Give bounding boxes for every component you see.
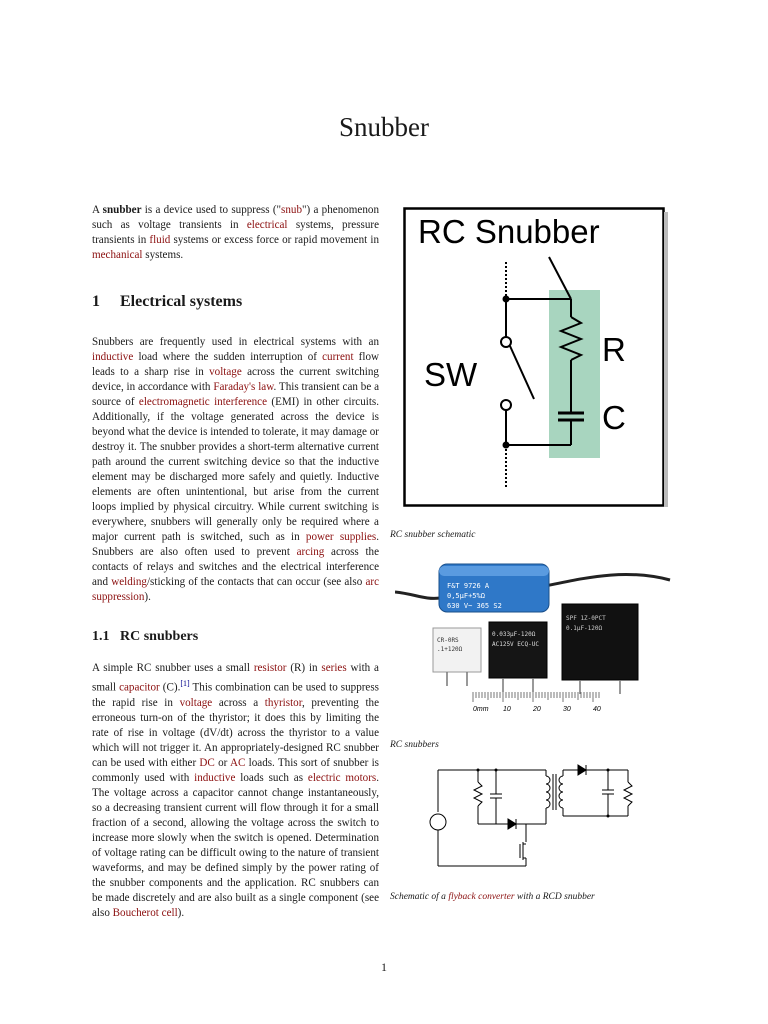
blue-capacitor-highlight <box>439 566 549 576</box>
photo-caption: RC snubbers <box>390 740 439 750</box>
rcd-resistor <box>474 782 482 806</box>
flyback-schematic-figure <box>428 762 638 874</box>
blue-capacitor-text-3: 630 V~ 365 S2 <box>447 602 502 610</box>
schematic-shadow <box>664 212 668 507</box>
black-snubber-large-text-1: SPF 1Z-0PCT <box>566 615 606 622</box>
node-rcd-top <box>477 769 480 772</box>
ruler-label-30: 30 <box>563 706 571 713</box>
snubber-highlight <box>549 290 600 458</box>
section-heading-electrical-systems: 1 Electrical systems <box>92 293 243 310</box>
electrical-systems-paragraph: Snubbers are frequently used in electrical systems with an inductive load where the sudden interruption of current flow leads to a sharp rise in voltage across the current switching device, in accordance with Faraday's law. This transient can be a source of electromagnetic interference (EMI) in other circuits. Additionally, if the voltage generated across the device is beyond what the device is intended to tolerate, it may damage or destroy it. The snubber provides a short-term alternative current path around the current switching device so that the inductive element may be discharged more safely and quietly. Inductive elements are often unintentional, but arise from the current loops implied by physical circuitry. While current switching is everywhere, snubbers will generally only be required where a major current path is switched, such as in power supplies. Snubbers are also often used to prevent arcing across the contacts of relays and switches and the electrical interference and welding/sticking of the contacts that can occur (see also arc suppression). <box>92 336 380 603</box>
switch-contact-bottom <box>501 400 511 410</box>
rc-snubbers-photo <box>395 558 675 718</box>
link-electrical[interactable]: electrical <box>246 219 288 231</box>
ruler-label-40: 40 <box>593 706 601 713</box>
rcd-diode <box>508 819 516 829</box>
ruler-label-10: 10 <box>503 706 511 713</box>
white-snubber-text-1: CR-0RS <box>437 637 459 644</box>
load-resistor <box>624 782 632 806</box>
link-inductive-2[interactable]: inductive <box>194 771 236 784</box>
link-welding[interactable]: welding <box>111 576 147 588</box>
ruler-label-20: 20 <box>533 706 541 713</box>
link-emi[interactable]: electromagnetic interference <box>138 396 268 408</box>
voltage-source <box>430 814 446 830</box>
link-thyristor[interactable]: thyristor <box>264 696 302 709</box>
flyback-caption: Schematic of a flyback converter with a RCD snubber <box>390 892 595 902</box>
black-snubber-small-text-1: 0.033μF-120Ω <box>492 631 536 638</box>
link-dc[interactable]: DC <box>199 756 215 769</box>
ruler-label-0: 0mm <box>473 706 489 713</box>
link-boucherot-cell[interactable]: Boucherot cell <box>112 906 178 919</box>
link-flyback-converter[interactable]: flyback converter <box>448 892 515 902</box>
section-heading-rc-snubbers: 1.1 RC snubbers <box>92 629 199 644</box>
rc-snubber-schematic-figure <box>403 207 669 513</box>
lead-wire-left <box>395 592 440 598</box>
switch-contact-top <box>501 337 511 347</box>
link-inductive[interactable]: inductive <box>92 351 134 363</box>
resistor-label: R <box>602 331 626 368</box>
link-current[interactable]: current <box>322 351 354 363</box>
switch-label: SW <box>424 356 478 393</box>
blue-capacitor-text-2: 0,5μF+5%Ω <box>447 592 485 600</box>
link-faradays-law[interactable]: Faraday's law <box>213 381 274 393</box>
intro-paragraph: A snubber is a device used to suppress ("snub") a phenomenon such as voltage transients in electrical systems, pressure transients in fluid systems or excess force or rapid movement in mechanical systems. <box>92 204 379 261</box>
black-snubber-large-text-2: 0.1μF-120Ω <box>566 625 603 632</box>
schematic-title: RC Snubber <box>418 213 600 250</box>
link-voltage[interactable]: voltage <box>209 366 242 378</box>
link-mechanical[interactable]: mechanical <box>92 249 143 261</box>
transformer-secondary <box>559 776 563 808</box>
link-fluid[interactable]: fluid <box>149 234 171 246</box>
node-rcd-c <box>495 769 498 772</box>
node-out-top <box>607 769 610 772</box>
link-arc-suppression[interactable]: arc suppression <box>92 576 379 603</box>
black-snubber-small-text-2: AC125V ECQ-UC <box>492 641 539 648</box>
blue-capacitor-text-1: F&T 9726 A <box>447 582 490 590</box>
left-column <box>92 203 379 921</box>
link-electric-motors[interactable]: electric motors <box>307 771 377 784</box>
link-resistor[interactable]: resistor <box>253 662 287 674</box>
node-out-bottom <box>607 815 610 818</box>
capacitor-label: C <box>602 399 626 436</box>
lead-wire-right <box>545 574 670 586</box>
citation-ref[interactable]: [1] <box>180 679 190 688</box>
page-number: 1 <box>381 960 387 974</box>
link-arcing[interactable]: arcing <box>296 546 325 558</box>
schematic-caption: RC snubber schematic <box>390 530 476 540</box>
link-series[interactable]: series <box>321 662 347 674</box>
rc-snubbers-paragraph: A simple RC snubber uses a small resistor (R) in series with a small capacitor (C).[1] This combination can be used to suppress the rapid rise in voltage across a thyristor, preventing the erroneous turn-on of the thyristor; it does this by limiting the rate of rise in voltage (dV/dt) across the thyristor to a value which will not trigger it. An appropriately-designed RC snubber can be used with either DC or AC loads. This sort of snubber is commonly used with inductive loads such as electric motors. The voltage across a capacitor cannot change instantaneously, so a decreasing transient current will flow through it for a small fraction of a second, allowing the voltage across the switch to increase more slowly when the switch is opened. Determination of voltage rating can be difficult owing to the nature of transient waveforms, and may be defined simply by the power rating of the snubber components and the application. RC snubbers can be made discretely and are also built as a single component (see also Boucherot cell). <box>92 662 380 919</box>
link-ac[interactable]: AC <box>229 756 246 769</box>
link-power-supplies[interactable]: power supplies <box>305 531 377 543</box>
link-capacitor[interactable]: capacitor <box>119 681 160 694</box>
output-diode <box>578 765 586 775</box>
page-title: Snubber <box>339 112 429 142</box>
link-snub[interactable]: snub <box>281 204 303 216</box>
white-snubber-text-2: .1+120Ω <box>437 646 463 653</box>
link-voltage-2[interactable]: voltage <box>179 696 213 709</box>
transformer-primary <box>546 776 550 808</box>
snubber-term: snubber <box>102 204 142 216</box>
